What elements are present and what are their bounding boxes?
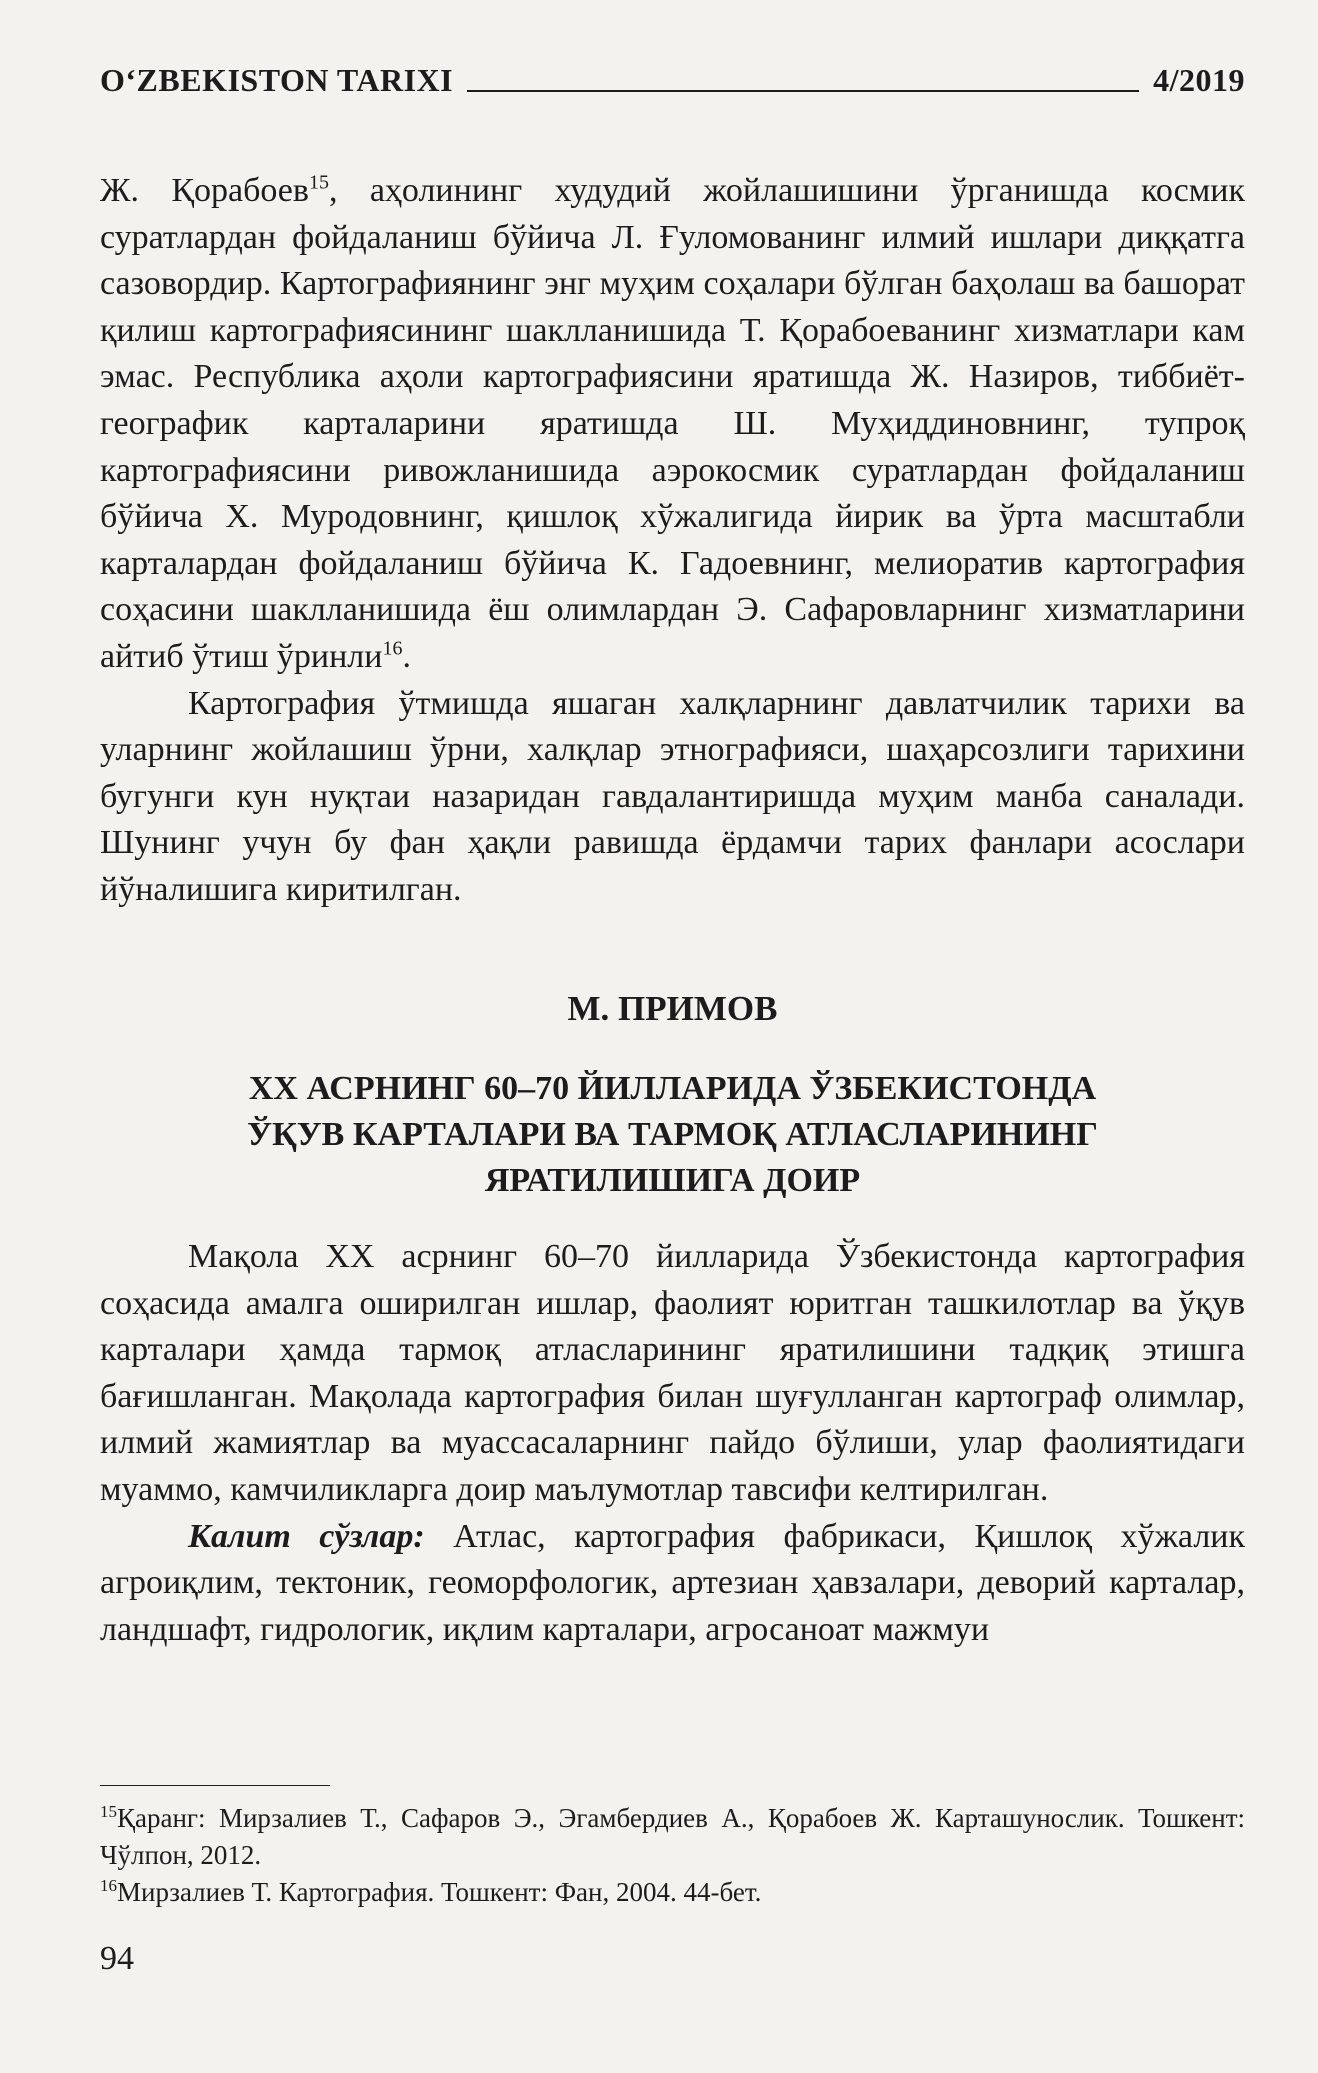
footnote-15-text: Қаранг: Мирзалиев Т., Сафаров Э., Эгамбердиев А., Қорабоев Ж. Карташунослик. Тошкент: Чўлпон, 2012.: [100, 1803, 1245, 1870]
footnote-16-text: Мирзалиев Т. Картография. Тошкент: Фан, 2004. 44-бет.: [117, 1877, 762, 1907]
journal-title: O‘ZBEKISTON TARIXI: [100, 62, 454, 98]
footnotes: [100, 1800, 1245, 1911]
footnote-16: [100, 1874, 1245, 1911]
paragraph-1-part-c: .: [402, 637, 411, 675]
article-author: М. ПРИМОВ: [567, 988, 778, 1028]
footnote-15: [100, 1800, 1245, 1874]
page-number: 94: [100, 1940, 134, 1977]
footnote-ref-16[interactable]: 16: [382, 637, 403, 660]
article-title-line-3: ЯРАТИЛИШИГА ДОИР: [484, 1162, 861, 1200]
article-abstract: Мақола XX асрнинг 60–70 йилларида Ўзбекистонда картография соҳасида амалга оширилган ишлар, фаолият юритган ташкилотлар ва ўқув карталари ҳамда тармоқ атласларининг яратилишини тадқиқ этишга бағишланган. Мақолада картография билан шуғулланган картограф олимлар, илмий жамиятлар ва муассасаларнинг пайдо бўлиши, улар фаолиятидаги муаммо, камчиликларга доир маълумотлар тавсифи келтирилган.: [100, 1238, 1245, 1509]
footnote-ref-15[interactable]: 15: [308, 171, 329, 194]
paragraph-1-part-b: , аҳолининг худудий жойлашишини ўрганишда космик суратлардан фойдаланиш бўйича Л. Ғуломованинг илмий ишлари диққатга сазовордир. Картографиянинг энг муҳим соҳалари бўлган баҳолаш ва башорат қилиш картографиясининг шаклланишида Т. Қорабоеванинг хизматлари кам эмас. Республика аҳоли картографиясини яратишда Ж. Назиров, тиббиёт-географик карталарини яратишда Ш. Муҳиддиновнинг, тупроқ картографиясини ривожланишида аэрокосмик суратлардан фойдаланиш бўйича Х. Муродовнинг, қишлоқ хўжалигида йирик ва ўрта масштабли карталардан фойдаланиш бўйича К. Гадоевнинг, мелиоратив картография соҳасини шаклланишида ёш олимлардан Э. Сафаровларнинг хизматларини айтиб ўтиш ўринли: [100, 172, 1245, 675]
article-title-line-2: ЎҚУВ КАРТАЛАРИ ВА ТАРМОҚ АТЛАСЛАРИНИНГ: [247, 1116, 1098, 1154]
paragraph-2: Картография ўтмишда яшаган халқларнинг давлатчилик тарихи ва уларнинг жойлашиш ўрни, халқлар этнографияси, шаҳарсозлиги тарихини бугунги кун нуқтаи назаридан гавдалантиришда муҳим манба саналади. Шунинг учун бу фан ҳақли равишда ёрдамчи тарих фанлари асослари йўналишига киритилган.: [100, 684, 1245, 908]
article-title: [100, 1066, 1245, 1204]
issue-number: 4/2019: [1153, 62, 1245, 98]
running-header: [100, 62, 1245, 99]
footnote-15-number: 15: [100, 1802, 117, 1821]
paragraph-1: [100, 168, 1245, 681]
page-body: [100, 168, 1245, 1653]
article-title-line-1: XX АСРНИНГ 60–70 ЙИЛЛАРИДА ЎЗБЕКИСТОНДА: [248, 1070, 1097, 1108]
keywords-label: Калит сўзлар:: [188, 1517, 425, 1555]
header-rule: [467, 90, 1139, 92]
paragraph-1-part-a: Ж. Қорабоев: [100, 172, 309, 209]
footnote-separator: [100, 1785, 330, 1786]
keywords-list: Атлас, картография фабрикаси, Қишлоқ хўжалик агроиқлим, тектоник, геоморфологик, артезиан ҳавзалари, деворий карталар, ландшафт, гидрологик, иқлим карталари, агросаноат мажмуи: [100, 1517, 1246, 1648]
footnote-16-number: 16: [100, 1876, 117, 1895]
article-keywords: [100, 1514, 1245, 1654]
